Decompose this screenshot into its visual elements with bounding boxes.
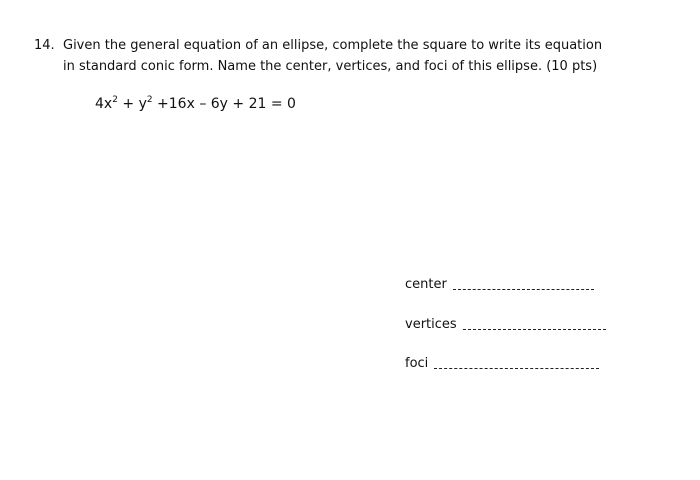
- center-label: center: [405, 277, 447, 292]
- equation-term-4x: 4x: [95, 96, 113, 112]
- equation-term-y: + y: [117, 96, 147, 112]
- equation-exponent-x: 2: [112, 95, 118, 105]
- foci-answer-row: [405, 356, 599, 371]
- center-answer-blank[interactable]: [453, 288, 594, 290]
- vertices-answer-row: [405, 317, 606, 332]
- problem-number: 14.: [34, 38, 55, 53]
- problem-text-line-1: Given the general equation of an ellipse, complete the square to write its equation: [63, 38, 603, 53]
- equation-remaining-terms: +16x – 6y + 21 = 0: [152, 96, 296, 112]
- vertices-answer-blank[interactable]: [463, 328, 606, 330]
- vertices-label: vertices: [405, 317, 457, 332]
- center-answer-row: [405, 277, 594, 292]
- foci-answer-blank[interactable]: [434, 367, 599, 369]
- ellipse-equation: [95, 96, 296, 112]
- foci-label: foci: [405, 356, 429, 371]
- equation-exponent-y: 2: [146, 95, 153, 105]
- problem-text-line-2: in standard conic form. Name the center, vertices, and foci of this ellipse. (10 pts): [63, 59, 598, 74]
